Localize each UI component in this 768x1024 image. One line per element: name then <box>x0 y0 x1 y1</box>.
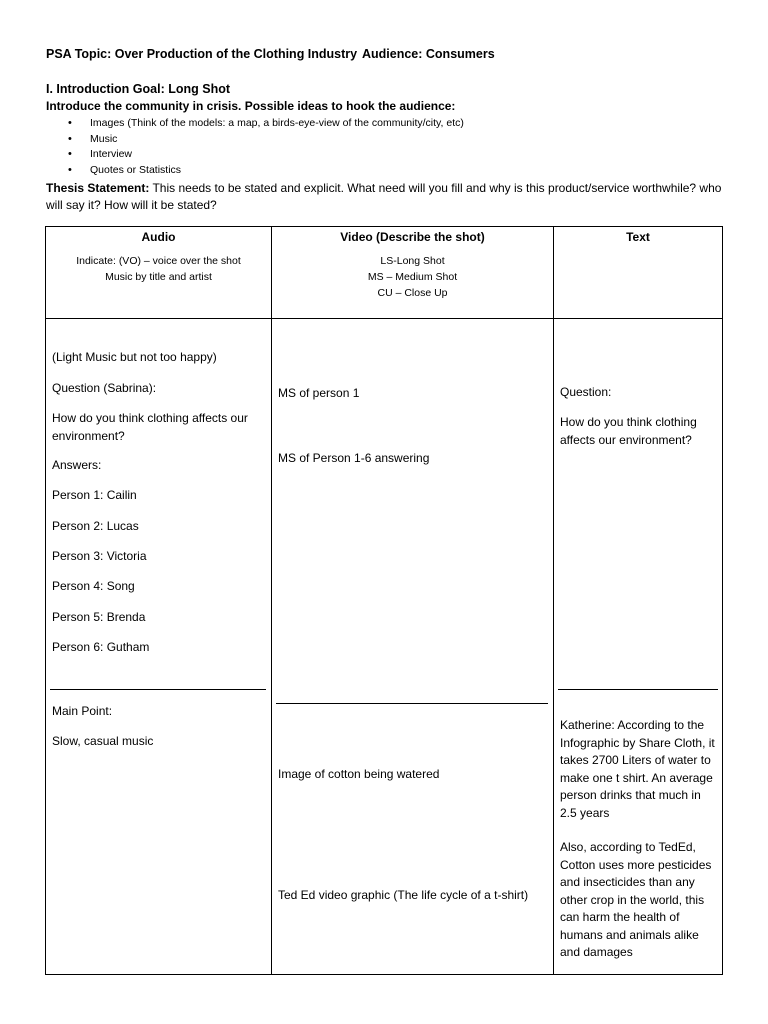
text-header: Text <box>626 230 650 244</box>
audio-answers-label: Answers: <box>52 458 102 472</box>
video-header-line: CU – Close Up <box>377 287 448 299</box>
text-divider <box>558 689 718 690</box>
text-header-cell <box>554 227 723 319</box>
audio-question-label: Question (Sabrina): <box>52 381 157 395</box>
text-paragraph: Katherine: According to the Infographic by Share Cloth, it takes 2700 Liters of water to make one t shirt. An average person drinks that much in 2.5 years <box>560 718 715 820</box>
video-cell <box>272 319 554 975</box>
section-heading: I. Introduction Goal: Long Shot <box>46 82 230 96</box>
video-shot: Ted Ed video graphic (The life cycle of a t-shirt) <box>278 888 529 902</box>
text-question-label: Question: <box>560 385 612 399</box>
table-header-row <box>46 227 723 319</box>
audio-header-line: Indicate: (VO) – voice over the shot <box>76 255 241 267</box>
video-divider <box>276 703 548 704</box>
video-shot: Image of cotton being watered <box>278 767 440 781</box>
audio-person: Person 5: Brenda <box>52 610 146 624</box>
audio-divider <box>50 689 266 690</box>
text-paragraph: Also, according to TedEd, Cotton uses more pesticides and insecticides than any other crop in the world, this can harm the health of humans and animals alike and damages <box>560 840 712 959</box>
list-item: • Music <box>46 132 464 148</box>
audio-header-line: Music by title and artist <box>105 271 212 283</box>
text-question: How do you think clothing affects our environment? <box>560 415 697 447</box>
thesis-label: Thesis Statement: <box>46 181 150 195</box>
audio-person: Person 1: Cailin <box>52 488 137 502</box>
audio-header: Audio <box>141 230 176 244</box>
audio-question: How do you think clothing affects our environment? <box>52 411 248 443</box>
ideas-list <box>46 116 464 178</box>
audio-header-cell <box>46 227 272 319</box>
script-table <box>45 226 723 975</box>
psa-topic: PSA Topic: Over Production of the Clothing Industry <box>46 47 358 61</box>
audio-person: Person 4: Song <box>52 579 135 593</box>
audience: Audience: Consumers <box>362 47 495 61</box>
thesis-text: This needs to be stated and explicit. What need will you fill and why is this product/service worthwhile? who will say it? How will it be stated? <box>46 181 722 212</box>
audio-cell <box>46 319 272 975</box>
thesis-statement <box>46 180 726 214</box>
audio-person: Person 6: Gutham <box>52 640 150 654</box>
list-item: • Quotes or Statistics <box>46 163 464 179</box>
video-header-cell <box>272 227 554 319</box>
table-row <box>46 319 723 975</box>
intro-text: Introduce the community in crisis. Possible ideas to hook the audience: <box>46 99 456 113</box>
audio-music: (Light Music but not too happy) <box>52 350 217 364</box>
video-shot: MS of Person 1-6 answering <box>278 451 430 465</box>
audio-music-2: Slow, casual music <box>52 734 154 748</box>
audio-main-point: Main Point: <box>52 704 113 718</box>
audio-person: Person 3: Victoria <box>52 549 147 563</box>
text-cell <box>554 319 723 975</box>
list-item: • Interview <box>46 147 464 163</box>
video-header-line: MS – Medium Shot <box>367 271 458 283</box>
list-item: • Images (Think of the models: a map, a birds-eye-view of the community/city, etc) <box>46 116 464 132</box>
video-header: Video (Describe the shot) <box>340 230 485 244</box>
audio-person: Person 2: Lucas <box>52 519 139 533</box>
video-header-line: LS-Long Shot <box>380 255 445 267</box>
video-shot: MS of person 1 <box>278 386 360 400</box>
